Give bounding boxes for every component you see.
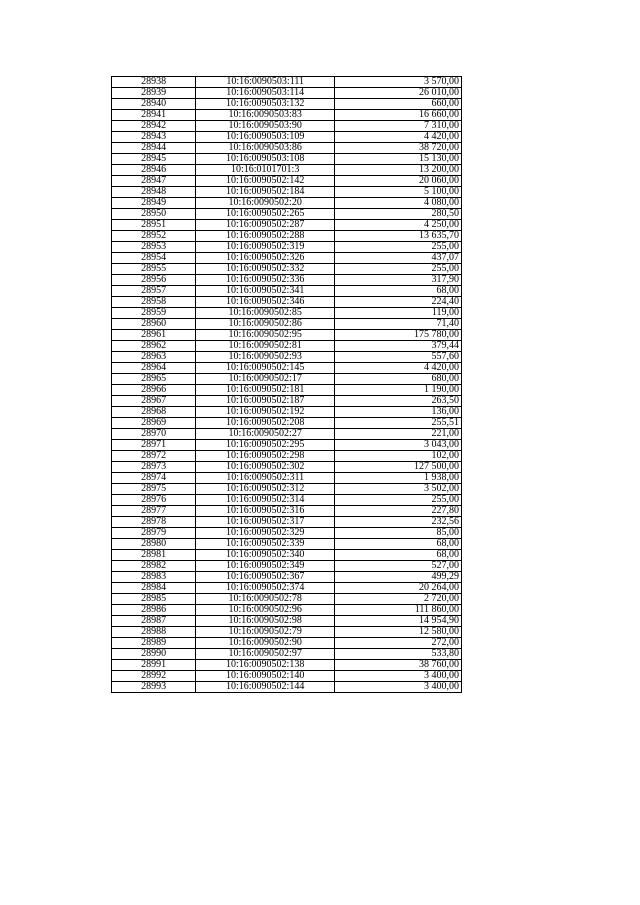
table-row [112,627,462,638]
amount-cell: 20 264,00 [335,583,462,594]
row-number-cell: 28953 [112,242,196,253]
table-row [112,220,462,231]
table-row [112,209,462,220]
cadastral-number-cell: 10:16:0090503:114 [196,88,335,99]
table-row [112,286,462,297]
cadastral-number-cell: 10:16:0090503:86 [196,143,335,154]
row-number-cell: 28989 [112,638,196,649]
row-number-cell: 28950 [112,209,196,220]
amount-cell: 127 500,00 [335,462,462,473]
cadastral-number-cell: 10:16:0090502:90 [196,638,335,649]
table-row [112,275,462,286]
table-row [112,682,462,693]
amount-cell: 2 720,00 [335,594,462,605]
table-row [112,539,462,550]
cadastral-number-cell: 10:16:0090502:302 [196,462,335,473]
amount-cell: 16 660,00 [335,110,462,121]
table-row [112,649,462,660]
cadastral-number-cell: 10:16:0090503:108 [196,154,335,165]
row-number-cell: 28983 [112,572,196,583]
row-number-cell: 28990 [112,649,196,660]
cadastral-number-cell: 10:16:0090502:96 [196,605,335,616]
cadastral-number-cell: 10:16:0090502:140 [196,671,335,682]
cadastral-number-cell: 10:16:0090502:367 [196,572,335,583]
cadastral-number-cell: 10:16:0090502:78 [196,594,335,605]
table-row [112,671,462,682]
amount-cell: 499,29 [335,572,462,583]
amount-cell: 3 043,00 [335,440,462,451]
row-number-cell: 28968 [112,407,196,418]
row-number-cell: 28956 [112,275,196,286]
amount-cell: 263,50 [335,396,462,407]
row-number-cell: 28976 [112,495,196,506]
row-number-cell: 28965 [112,374,196,385]
amount-cell: 255,00 [335,242,462,253]
amount-cell: 660,00 [335,99,462,110]
table-row [112,363,462,374]
table-row [112,616,462,627]
cadastral-number-cell: 10:16:0090502:86 [196,319,335,330]
amount-cell: 557,60 [335,352,462,363]
amount-cell: 26 010,00 [335,88,462,99]
amount-cell: 119,00 [335,308,462,319]
row-number-cell: 28952 [112,231,196,242]
amount-cell: 280,50 [335,209,462,220]
amount-cell: 224,40 [335,297,462,308]
row-number-cell: 28954 [112,253,196,264]
row-number-cell: 28985 [112,594,196,605]
amount-cell: 111 860,00 [335,605,462,616]
amount-cell: 7 310,00 [335,121,462,132]
registry-table-body [112,77,462,693]
cadastral-number-cell: 10:16:0090502:79 [196,627,335,638]
cadastral-number-cell: 10:16:0090502:81 [196,341,335,352]
cadastral-number-cell: 10:16:0090502:314 [196,495,335,506]
table-row [112,77,462,88]
row-number-cell: 28948 [112,187,196,198]
table-row [112,308,462,319]
table-row [112,451,462,462]
cadastral-number-cell: 10:16:0090502:316 [196,506,335,517]
amount-cell: 136,00 [335,407,462,418]
cadastral-number-cell: 10:16:0090502:339 [196,539,335,550]
table-row [112,638,462,649]
table-row [112,297,462,308]
table-row [112,341,462,352]
table-row [112,528,462,539]
cadastral-number-cell: 10:16:0090503:109 [196,132,335,143]
cadastral-number-cell: 10:16:0090502:349 [196,561,335,572]
cadastral-number-cell: 10:16:0090502:98 [196,616,335,627]
table-row [112,253,462,264]
row-number-cell: 28942 [112,121,196,132]
row-number-cell: 28974 [112,473,196,484]
amount-cell: 68,00 [335,286,462,297]
cadastral-number-cell: 10:16:0090502:341 [196,286,335,297]
row-number-cell: 28993 [112,682,196,693]
cadastral-number-cell: 10:16:0090502:346 [196,297,335,308]
table-row [112,242,462,253]
amount-cell: 1 190,00 [335,385,462,396]
amount-cell: 533,80 [335,649,462,660]
row-number-cell: 28973 [112,462,196,473]
amount-cell: 38 760,00 [335,660,462,671]
cadastral-number-cell: 10:16:0090502:317 [196,517,335,528]
table-row [112,506,462,517]
table-row [112,462,462,473]
amount-cell: 12 580,00 [335,627,462,638]
table-row [112,407,462,418]
amount-cell: 255,51 [335,418,462,429]
cadastral-number-cell: 10:16:0090503:90 [196,121,335,132]
table-row [112,132,462,143]
table-row [112,198,462,209]
row-number-cell: 28982 [112,561,196,572]
row-number-cell: 28944 [112,143,196,154]
cadastral-number-cell: 10:16:0090502:27 [196,429,335,440]
row-number-cell: 28988 [112,627,196,638]
amount-cell: 3 400,00 [335,682,462,693]
row-number-cell: 28959 [112,308,196,319]
row-number-cell: 28961 [112,330,196,341]
amount-cell: 102,00 [335,451,462,462]
amount-cell: 85,00 [335,528,462,539]
cadastral-number-cell: 10:16:0101701:3 [196,165,335,176]
amount-cell: 255,00 [335,495,462,506]
table-row [112,121,462,132]
amount-cell: 13 200,00 [335,165,462,176]
amount-cell: 680,00 [335,374,462,385]
table-row [112,429,462,440]
cadastral-number-cell: 10:16:0090502:312 [196,484,335,495]
row-number-cell: 28967 [112,396,196,407]
table-row [112,418,462,429]
cadastral-number-cell: 10:16:0090502:329 [196,528,335,539]
amount-cell: 437,07 [335,253,462,264]
table-row [112,385,462,396]
cadastral-number-cell: 10:16:0090502:298 [196,451,335,462]
row-number-cell: 28938 [112,77,196,88]
row-number-cell: 28941 [112,110,196,121]
row-number-cell: 28977 [112,506,196,517]
table-row [112,352,462,363]
cadastral-number-cell: 10:16:0090502:288 [196,231,335,242]
row-number-cell: 28955 [112,264,196,275]
amount-cell: 5 100,00 [335,187,462,198]
amount-cell: 232,56 [335,517,462,528]
table-row [112,154,462,165]
amount-cell: 14 954,90 [335,616,462,627]
row-number-cell: 28980 [112,539,196,550]
cadastral-number-cell: 10:16:0090502:265 [196,209,335,220]
amount-cell: 317,90 [335,275,462,286]
table-row [112,374,462,385]
amount-cell: 175 780,00 [335,330,462,341]
amount-cell: 15 130,00 [335,154,462,165]
table-row [112,440,462,451]
table-row [112,396,462,407]
amount-cell: 71,40 [335,319,462,330]
row-number-cell: 28940 [112,99,196,110]
table-row [112,165,462,176]
cadastral-number-cell: 10:16:0090502:340 [196,550,335,561]
row-number-cell: 28946 [112,165,196,176]
amount-cell: 4 250,00 [335,220,462,231]
amount-cell: 227,80 [335,506,462,517]
table-row [112,484,462,495]
amount-cell: 527,00 [335,561,462,572]
row-number-cell: 28972 [112,451,196,462]
amount-cell: 4 420,00 [335,363,462,374]
cadastral-number-cell: 10:16:0090502:95 [196,330,335,341]
table-row [112,264,462,275]
row-number-cell: 28971 [112,440,196,451]
row-number-cell: 28962 [112,341,196,352]
amount-cell: 13 635,70 [335,231,462,242]
table-row [112,176,462,187]
cadastral-number-cell: 10:16:0090502:374 [196,583,335,594]
cadastral-number-cell: 10:16:0090502:181 [196,385,335,396]
table-row [112,660,462,671]
cadastral-number-cell: 10:16:0090503:132 [196,99,335,110]
row-number-cell: 28969 [112,418,196,429]
registry-table [111,76,462,693]
table-row [112,605,462,616]
row-number-cell: 28981 [112,550,196,561]
cadastral-number-cell: 10:16:0090502:187 [196,396,335,407]
row-number-cell: 28963 [112,352,196,363]
row-number-cell: 28986 [112,605,196,616]
cadastral-number-cell: 10:16:0090502:144 [196,682,335,693]
row-number-cell: 28945 [112,154,196,165]
amount-cell: 1 938,00 [335,473,462,484]
table-row [112,473,462,484]
cadastral-number-cell: 10:16:0090503:111 [196,77,335,88]
cadastral-number-cell: 10:16:0090502:85 [196,308,335,319]
amount-cell: 38 720,00 [335,143,462,154]
row-number-cell: 28978 [112,517,196,528]
table-row [112,110,462,121]
amount-cell: 4 080,00 [335,198,462,209]
cadastral-number-cell: 10:16:0090502:184 [196,187,335,198]
cadastral-number-cell: 10:16:0090503:83 [196,110,335,121]
row-number-cell: 28979 [112,528,196,539]
row-number-cell: 28987 [112,616,196,627]
row-number-cell: 28939 [112,88,196,99]
amount-cell: 68,00 [335,539,462,550]
cadastral-number-cell: 10:16:0090502:93 [196,352,335,363]
amount-cell: 4 420,00 [335,132,462,143]
cadastral-number-cell: 10:16:0090502:145 [196,363,335,374]
table-row [112,88,462,99]
row-number-cell: 28991 [112,660,196,671]
table-row [112,187,462,198]
table-row [112,143,462,154]
amount-cell: 3 400,00 [335,671,462,682]
table-row [112,572,462,583]
row-number-cell: 28970 [112,429,196,440]
amount-cell: 3 502,00 [335,484,462,495]
table-row [112,330,462,341]
table-row [112,583,462,594]
cadastral-number-cell: 10:16:0090502:97 [196,649,335,660]
amount-cell: 221,00 [335,429,462,440]
row-number-cell: 28949 [112,198,196,209]
row-number-cell: 28964 [112,363,196,374]
cadastral-number-cell: 10:16:0090502:287 [196,220,335,231]
row-number-cell: 28947 [112,176,196,187]
table-row [112,550,462,561]
cadastral-number-cell: 10:16:0090502:142 [196,176,335,187]
amount-cell: 272,00 [335,638,462,649]
table-row [112,561,462,572]
row-number-cell: 28957 [112,286,196,297]
row-number-cell: 28966 [112,385,196,396]
cadastral-number-cell: 10:16:0090502:336 [196,275,335,286]
table-row [112,517,462,528]
amount-cell: 20 060,00 [335,176,462,187]
amount-cell: 68,00 [335,550,462,561]
table-row [112,231,462,242]
cadastral-number-cell: 10:16:0090502:208 [196,418,335,429]
table-row [112,594,462,605]
row-number-cell: 28943 [112,132,196,143]
amount-cell: 379,44 [335,341,462,352]
row-number-cell: 28984 [112,583,196,594]
table-row [112,99,462,110]
table-row [112,319,462,330]
row-number-cell: 28992 [112,671,196,682]
cadastral-number-cell: 10:16:0090502:332 [196,264,335,275]
cadastral-number-cell: 10:16:0090502:326 [196,253,335,264]
row-number-cell: 28975 [112,484,196,495]
amount-cell: 255,00 [335,264,462,275]
cadastral-number-cell: 10:16:0090502:311 [196,473,335,484]
cadastral-number-cell: 10:16:0090502:192 [196,407,335,418]
cadastral-number-cell: 10:16:0090502:295 [196,440,335,451]
row-number-cell: 28951 [112,220,196,231]
cadastral-number-cell: 10:16:0090502:138 [196,660,335,671]
row-number-cell: 28960 [112,319,196,330]
cadastral-number-cell: 10:16:0090502:319 [196,242,335,253]
amount-cell: 3 570,00 [335,77,462,88]
row-number-cell: 28958 [112,297,196,308]
cadastral-number-cell: 10:16:0090502:20 [196,198,335,209]
cadastral-number-cell: 10:16:0090502:17 [196,374,335,385]
table-row [112,495,462,506]
